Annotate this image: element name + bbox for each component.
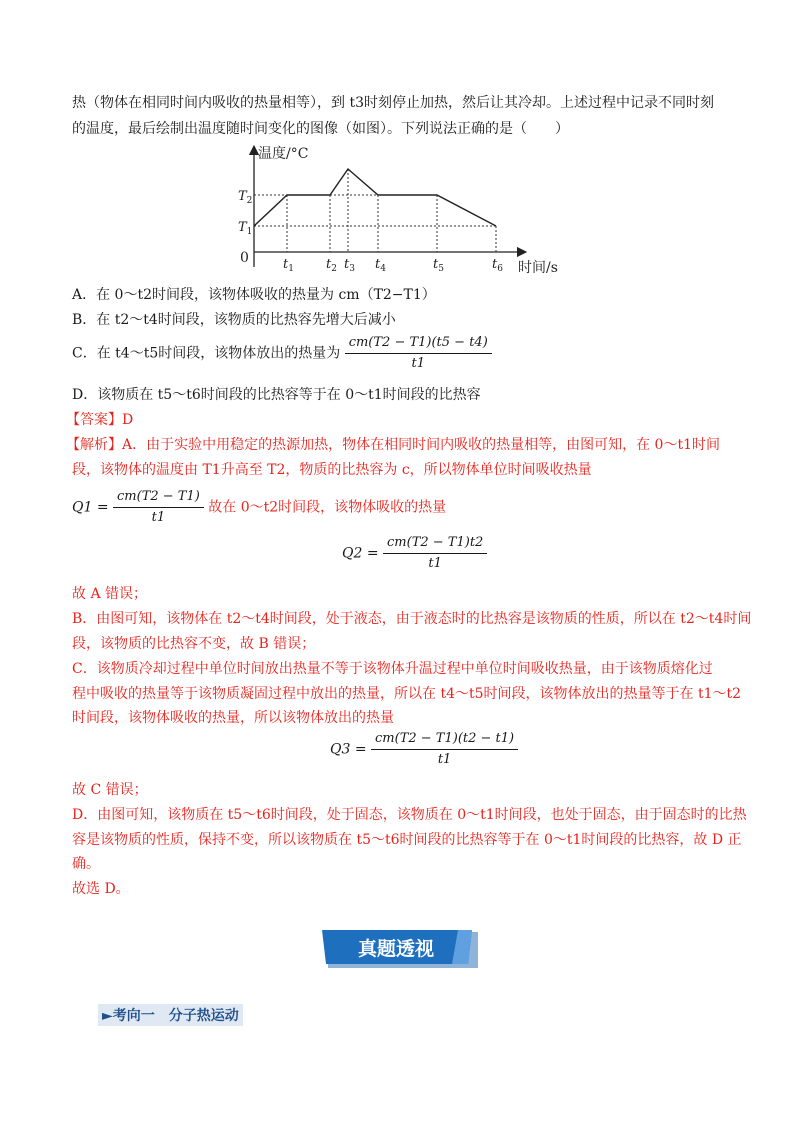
answer-label: 【答案】 (66, 412, 122, 428)
q1-fraction (113, 488, 204, 527)
y-tick-T2: $T_2$ (238, 189, 253, 206)
q1-label: Q1 = (72, 499, 109, 516)
q1-numerator: cm(T2 − T1) (113, 488, 204, 508)
analysis-c-line-3: 时间段，该物体吸收的热量，所以该物体放出的热量 (72, 710, 394, 726)
intro-line-1: 热（物体在相同时间内吸收的热量相等），到 t3时刻停止加热，然后让其冷却。上述过程中记录不同时刻 (72, 95, 714, 111)
answer-line (66, 410, 133, 430)
analysis-d-line-1: D．由图可知，该物质在 t5～t6时间段，处于固态，该物质在 0～t1时间段，也处于固态，由于固态时的比热 (72, 807, 747, 823)
analysis-a-line-2: 段，该物体的温度由 T1升高至 T2，物质的比热容为 c，所以物体单位时间吸收热量 (72, 462, 592, 478)
option-b: B．在 t2～t4时间段，该物质的比热容先增大后减小 (72, 312, 396, 328)
analysis-c-line-1: C．该物质冷却过程中单位时间放出热量不等于该物体升温过程中单位时间吸收热量，由于该物质熔化过 (72, 661, 713, 677)
analysis-label: 【解析】 (66, 437, 122, 453)
banner-text: 真题透视 (357, 938, 435, 960)
q1-denominator: t1 (151, 510, 166, 525)
q2-label: Q2 = (342, 545, 379, 562)
equation-q3 (330, 730, 518, 769)
temperature-curve (254, 169, 496, 226)
analysis-b-line-2: 段，该物质的比热容不变，故 B 错误； (72, 636, 316, 652)
q3-fraction (371, 730, 518, 769)
analysis-a-conclusion: 故 A 错误； (72, 586, 148, 602)
section-banner (322, 928, 480, 970)
option-c-fraction (345, 334, 492, 373)
option-a: A．在 0～t2时间段，该物体吸收的热量为 cm（T2−T1） (72, 287, 436, 303)
q2-numerator: cm(T2 − T1)t2 (383, 534, 487, 554)
analysis-d-line-3: 确。 (72, 856, 100, 872)
option-d: D．该物质在 t5～t6时间段的比热容等于在 0～t1时间段的比热容 (72, 387, 481, 403)
temperature-time-graph (232, 142, 572, 282)
x-tick-t3: $t_3$ (344, 257, 355, 274)
analysis-d-line-2: 容是该物质的性质，保持不变，所以该物质在 t5～t6时间段的比热容等于在 0～t1时间段的比热容，故 D 正 (72, 832, 742, 848)
q2-denominator: t1 (428, 556, 442, 571)
option-c (72, 334, 492, 373)
q3-denominator: t1 (437, 752, 452, 767)
x-tick-t6: $t_6$ (492, 257, 503, 274)
answer-value: D (122, 412, 134, 428)
x-tick-t1: $t_1$ (283, 257, 294, 274)
x-tick-t5: $t_5$ (433, 257, 444, 274)
q1-tail: 故在 0～t2时间段，该物体吸收的热量 (208, 499, 447, 516)
equation-q1-row (72, 488, 446, 527)
option-c-prefix: C．在 t4～t5时间段，该物体放出的热量为 (72, 345, 341, 362)
q2-fraction (383, 534, 487, 573)
x-axis-label: 时间/s (518, 260, 558, 276)
y-tick-T1: $T_1$ (238, 220, 253, 237)
q3-label: Q3 = (330, 741, 367, 758)
option-c-denominator: t1 (411, 356, 425, 371)
equation-q2 (342, 534, 487, 573)
option-c-numerator: cm(T2 − T1)(t5 − t4) (345, 334, 492, 354)
q3-numerator: cm(T2 − T1)(t2 − t1) (371, 730, 518, 750)
origin-label: 0 (240, 250, 249, 266)
analysis-c-line-2: 程中吸收的热量等于该物质凝固过程中放出的热量，所以在 t4～t5时间段，该物体放出的热量等于在 t1～t2 (72, 686, 742, 702)
x-tick-t2: $t_2$ (326, 257, 337, 274)
intro-line-2: 的温度，最后绘制出温度随时间变化的图像（如图）。下列说法正确的是（ ） (72, 121, 569, 137)
analysis-c-conclusion: 故 C 错误； (72, 782, 148, 798)
section-heading: ►考向一 分子热运动 (98, 1004, 243, 1026)
x-tick-t4: $t_4$ (375, 257, 386, 274)
y-axis-label: 温度/°C (258, 146, 309, 162)
analysis-b-line-1: B．由图可知，该物体在 t2～t4时间段，处于液态，由于液态时的比热容是该物质的性质，所以在 t2～t4时间 (72, 611, 752, 627)
analysis-a-line-1: 【解析】A．由于实验中用稳定的热源加热，物体在相同时间内吸收的热量相等，由图可知，在 0～t1时间 (66, 437, 720, 453)
final-answer: 故选 D。 (72, 881, 130, 897)
